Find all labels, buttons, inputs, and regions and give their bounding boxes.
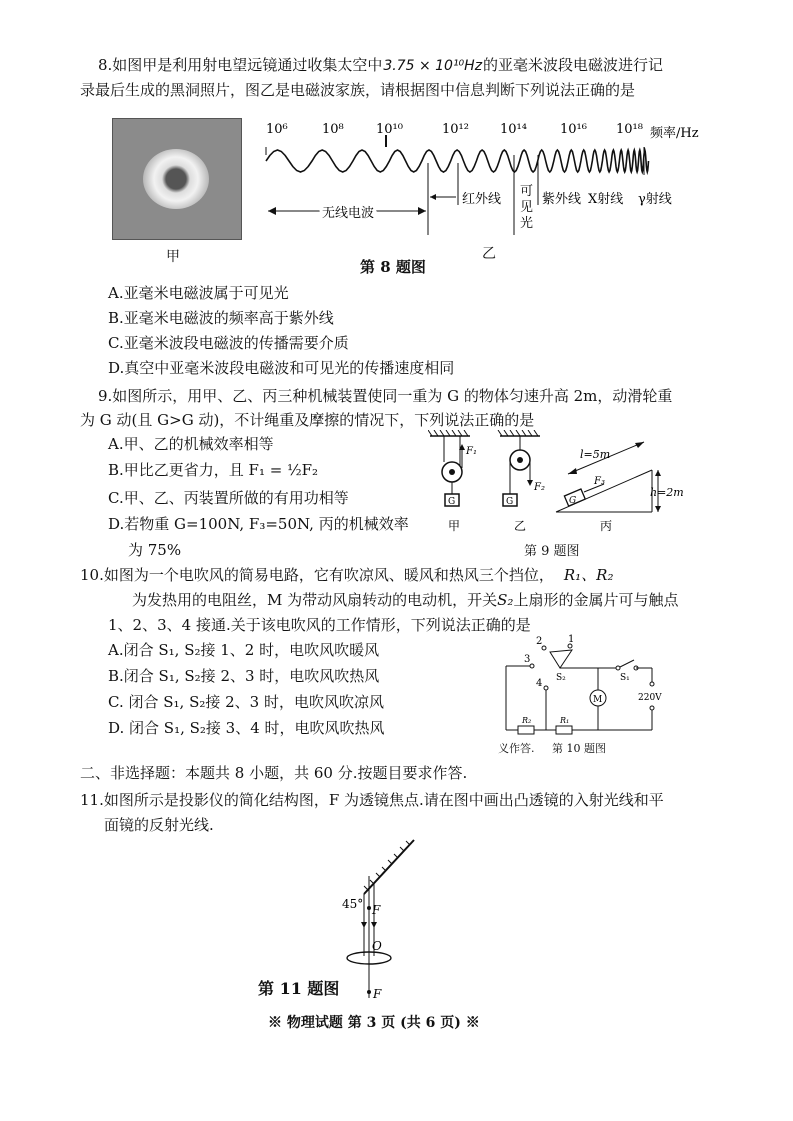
switch-s1-label: S₁	[620, 673, 630, 683]
q8-caption: 第 8 题图	[360, 258, 426, 276]
tick-1e10: 10¹⁰	[376, 122, 403, 137]
q11-line2: 面镜的反射光线.	[104, 816, 214, 834]
q8-option-b[interactable]: B.亚毫米电磁波的频率高于紫外线	[108, 309, 334, 327]
q8-option-d[interactable]: D.真空中亚毫米波段电磁波和可见光的传播速度相同	[108, 359, 455, 377]
motor-label: M	[593, 695, 603, 705]
q10-caption: 第 10 题图	[552, 742, 606, 755]
q10-option-b[interactable]: B.闭合 S₁, S₂接 2、3 时，电吹风吹热风	[108, 667, 380, 685]
tick-1e8: 10⁸	[322, 122, 344, 137]
q9-label-yi: 乙	[514, 519, 527, 533]
contact-3: 3	[524, 654, 531, 665]
focus-f-bottom: F	[373, 987, 382, 1001]
contact-2: 2	[536, 636, 543, 647]
label-infrared: 红外线	[462, 192, 502, 207]
q8-option-a[interactable]: A.亚毫米电磁波属于可见光	[108, 284, 289, 302]
em-spectrum-diagram	[258, 115, 708, 245]
q9-h-label: h=2m	[650, 486, 684, 499]
label-yi: 乙	[482, 246, 496, 262]
q10-option-d[interactable]: D. 闭合 S₁, S₂接 3、4 时，电吹风吹热风	[108, 719, 385, 737]
resistor-r2-label: R₂	[522, 716, 532, 725]
q9-option-b[interactable]: B.甲比乙更省力，且 F₁ = ½F₂	[108, 461, 319, 479]
label-visible-1: 可	[520, 184, 534, 199]
tick-1e18: 10¹⁸	[616, 122, 643, 137]
q10-line1: 10.如图为一个电吹风的简易电路，它有吹凉风、暖风和热风三个挡位， R₁、R₂	[80, 566, 614, 584]
q9-option-d[interactable]: D.若物重 G=100N, F₃=50N, 丙的机械效率	[108, 515, 409, 533]
q10-line3: 1、2、3、4 接通.关于该电吹风的工作情形，下列说法正确的是	[108, 616, 531, 634]
q9-label-bing: 丙	[600, 519, 613, 533]
freq-axis-label: 频率/Hz	[650, 126, 699, 141]
label-visible-3: 光	[520, 216, 534, 231]
q9-f1-label: F₁	[466, 446, 477, 457]
contact-4: 4	[536, 678, 543, 689]
resistor-r1-label: R₁	[560, 716, 570, 725]
q9-f2-label: F₂	[534, 482, 545, 493]
page-footer: ※ 物理试题 第 3 页 (共 6 页) ※	[268, 1015, 480, 1031]
tick-1e12: 10¹²	[442, 122, 469, 137]
angle-45-label: 45°	[342, 897, 364, 911]
contact-1: 1	[568, 634, 575, 645]
focus-f-top: F	[372, 903, 381, 917]
label-uv: 紫外线	[542, 192, 582, 207]
q9-line2: 为 G 动(且 G>G 动)，不计绳重及摩擦的情况下，下列说法正确的是	[80, 411, 535, 429]
label-gamma: γ射线	[638, 192, 672, 207]
label-radio-waves: 无线电波	[322, 206, 375, 221]
black-hole-photo	[112, 118, 242, 240]
optical-center-o: O	[372, 939, 382, 953]
q8-line1: 8.如图甲是利用射电望远镜通过收集太空中3.75 × 10¹⁰Hz的亚毫米波段电磁波进行记	[98, 56, 664, 74]
voltage-label: 220V	[638, 693, 662, 703]
q10-side-note: 义作答.	[498, 742, 535, 755]
q11-caption: 第 11 题图	[258, 979, 340, 998]
projector-optics-diagram	[330, 836, 430, 1006]
q9-l-label: l=5m	[580, 448, 611, 461]
q9-f3-label: F₃	[594, 476, 605, 487]
q9-option-a[interactable]: A.甲、乙的机械效率相等	[108, 435, 274, 453]
label-visible-2: 见	[520, 200, 534, 215]
tick-1e14: 10¹⁴	[500, 122, 527, 137]
tick-1e16: 10¹⁶	[560, 122, 587, 137]
q9-g-bing: G	[569, 496, 577, 506]
q8-option-c[interactable]: C.亚毫米波段电磁波的传播需要介质	[108, 334, 349, 352]
q9-label-jia: 甲	[448, 519, 461, 533]
q9-option-d-cont: 为 75%	[128, 541, 182, 559]
hair-dryer-circuit-diagram	[494, 632, 670, 742]
q9-caption: 第 9 题图	[524, 544, 580, 559]
label-jia: 甲	[166, 249, 180, 265]
tick-1e6: 10⁶	[266, 122, 288, 137]
q10-line2: 为发热用的电阻丝，M 为带动风扇转动的电动机，开关S₂上扇形的金属片可与触点	[132, 591, 679, 609]
q10-option-c[interactable]: C. 闭合 S₁, S₂接 2、3 时，电吹风吹凉风	[108, 693, 384, 711]
q10-option-a[interactable]: A.闭合 S₁, S₂接 1、2 时，电吹风吹暖风	[108, 641, 380, 659]
label-xray: X射线	[588, 192, 624, 207]
section-2-heading: 二、非选择题：本题共 8 小题，共 60 分.按题目要求作答.	[80, 764, 468, 782]
q9-g-yi: G	[506, 497, 514, 507]
q9-line1: 9.如图所示，用甲、乙、丙三种机械装置使同一重为 G 的物体匀速升高 2m，动滑轮重	[98, 387, 673, 405]
q9-g-jia: G	[448, 497, 456, 507]
switch-s2-label: S₂	[556, 673, 566, 683]
q9-option-c[interactable]: C.甲、乙、丙装置所做的有用功相等	[108, 489, 349, 507]
q8-line2: 录最后生成的黑洞照片，图乙是电磁波家族，请根据图中信息判断下列说法正确的是	[80, 81, 636, 99]
q11-line1: 11.如图所示是投影仪的简化结构图，F 为透镜焦点.请在图中画出凸透镜的入射光线和平	[80, 791, 664, 809]
pulley-incline-diagram	[428, 430, 684, 538]
